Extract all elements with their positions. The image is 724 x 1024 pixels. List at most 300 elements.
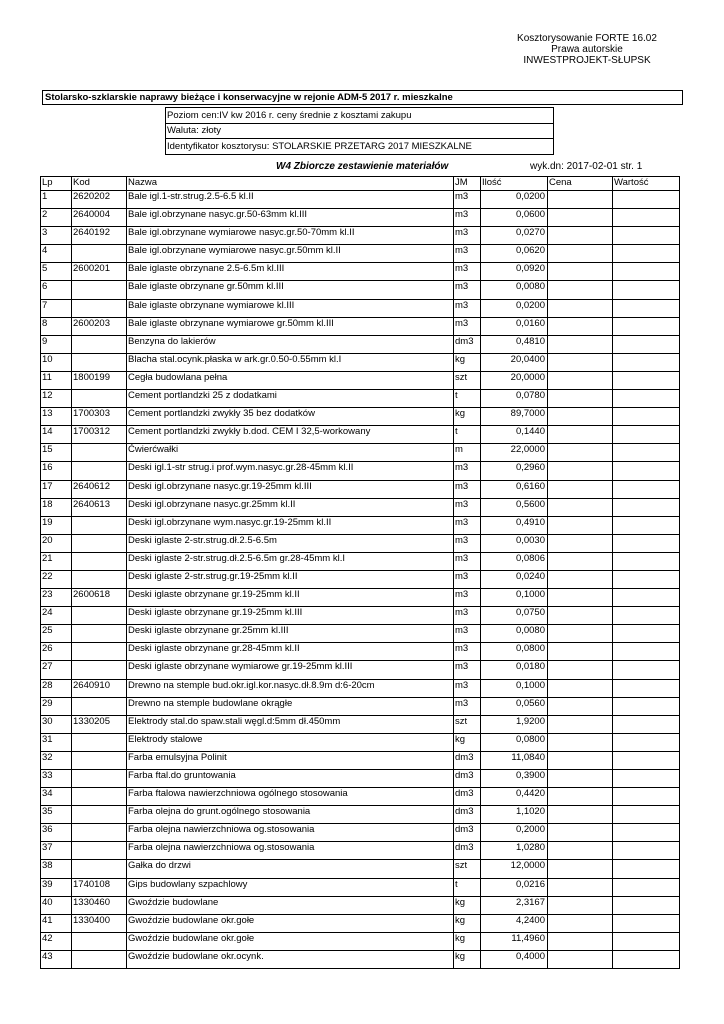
cell-wartosc (613, 552, 680, 570)
cell-ilosc: 0,0620 (481, 245, 548, 263)
table-row (41, 480, 680, 498)
cell-jm: m3 (454, 516, 481, 534)
cell-wartosc (613, 191, 680, 209)
cell-cena (548, 806, 613, 824)
cell-wartosc (613, 860, 680, 878)
cell-jm: m3 (454, 589, 481, 607)
table-row (41, 552, 680, 570)
cell-cena (548, 824, 613, 842)
table-row (41, 788, 680, 806)
page-meta: wyk.dn: 2017-02-01 str. 1 (530, 161, 643, 172)
cell-lp: 39 (41, 878, 72, 896)
cell-wartosc (613, 534, 680, 552)
cell-nazwa: Bale igl.obrzynane wymiarowe nasyc.gr.50-70mm kl.II (127, 227, 454, 245)
col-nazwa: Nazwa (127, 177, 454, 191)
cell-cena (548, 209, 613, 227)
cell-jm: m3 (454, 462, 481, 480)
cell-wartosc (613, 715, 680, 733)
cell-jm: m3 (454, 679, 481, 697)
cell-cena (548, 534, 613, 552)
cell-ilosc: 0,1440 (481, 426, 548, 444)
table-row (41, 353, 680, 371)
cell-wartosc (613, 842, 680, 860)
cell-ilosc: 0,0160 (481, 317, 548, 335)
cell-ilosc: 89,7000 (481, 408, 548, 426)
cell-ilosc: 0,0180 (481, 661, 548, 679)
table-row (41, 824, 680, 842)
cell-jm: dm3 (454, 806, 481, 824)
cell-jm: t (454, 426, 481, 444)
cell-nazwa: Deski iglaste obrzynane gr.19-25mm kl.II (127, 589, 454, 607)
cell-cena (548, 480, 613, 498)
table-row (41, 281, 680, 299)
table-row (41, 570, 680, 588)
cell-nazwa: Cement portlandzki zwykły 35 bez dodatków (127, 408, 454, 426)
cell-lp: 27 (41, 661, 72, 679)
cell-jm: szt (454, 371, 481, 389)
cell-nazwa: Gwoździe budowlane (127, 896, 454, 914)
cell-wartosc (613, 788, 680, 806)
table-row (41, 697, 680, 715)
cell-jm: t (454, 878, 481, 896)
cell-lp: 17 (41, 480, 72, 498)
cell-nazwa: Bale igl.obrzynane nasyc.gr.50-63mm kl.III (127, 209, 454, 227)
cell-kod (72, 733, 127, 751)
cell-jm: dm3 (454, 788, 481, 806)
cell-kod: 1330205 (72, 715, 127, 733)
cell-kod (72, 842, 127, 860)
col-cena: Cena (548, 177, 613, 191)
table-header-row (41, 177, 680, 191)
cell-nazwa: Gwoździe budowlane okr.gołe (127, 914, 454, 932)
cell-jm: m3 (454, 299, 481, 317)
cell-lp: 31 (41, 733, 72, 751)
cell-jm: kg (454, 408, 481, 426)
cell-ilosc: 0,1000 (481, 589, 548, 607)
cell-lp: 43 (41, 950, 72, 968)
cell-ilosc: 0,0800 (481, 643, 548, 661)
cell-jm: m3 (454, 697, 481, 715)
cell-wartosc (613, 480, 680, 498)
cell-kod (72, 390, 127, 408)
currency: Waluta: złoty (165, 123, 554, 139)
cell-kod: 2640004 (72, 209, 127, 227)
cell-jm: kg (454, 353, 481, 371)
table-row (41, 227, 680, 245)
cell-lp: 1 (41, 191, 72, 209)
cell-ilosc: 0,4910 (481, 516, 548, 534)
cell-jm: m3 (454, 570, 481, 588)
cell-kod (72, 697, 127, 715)
table-row (41, 715, 680, 733)
cell-wartosc (613, 227, 680, 245)
cell-nazwa: Deski iglaste 2-str.strug.dł.2.5-6.5m gr.28-45mm kl.I (127, 552, 454, 570)
cell-jm: m3 (454, 552, 481, 570)
cell-wartosc (613, 950, 680, 968)
cell-wartosc (613, 896, 680, 914)
cell-kod: 1700312 (72, 426, 127, 444)
cell-ilosc: 4,2400 (481, 914, 548, 932)
cell-nazwa: Drewno na stemple bud.okr.igl.kor.nasyc.dł.8.9m d:6-20cm (127, 679, 454, 697)
cell-wartosc (613, 371, 680, 389)
table-row (41, 842, 680, 860)
cell-lp: 15 (41, 444, 72, 462)
cell-cena (548, 643, 613, 661)
cell-kod: 2600618 (72, 589, 127, 607)
table-row (41, 498, 680, 516)
cell-cena (548, 408, 613, 426)
table-row (41, 335, 680, 353)
cell-wartosc (613, 335, 680, 353)
table-row (41, 625, 680, 643)
cell-cena (548, 353, 613, 371)
cell-ilosc: 0,0600 (481, 209, 548, 227)
cell-kod (72, 534, 127, 552)
cell-nazwa: Deski iglaste obrzynane wymiarowe gr.19-25mm kl.III (127, 661, 454, 679)
cell-kod (72, 570, 127, 588)
table-row (41, 408, 680, 426)
cell-ilosc: 0,2960 (481, 462, 548, 480)
cell-jm: m3 (454, 661, 481, 679)
cell-ilosc: 2,3167 (481, 896, 548, 914)
software-credit (502, 33, 672, 66)
cell-wartosc (613, 770, 680, 788)
cell-nazwa: Elektrody stal.do spaw.stali węgl.d:5mm dł.450mm (127, 715, 454, 733)
cell-wartosc (613, 697, 680, 715)
cell-jm: m3 (454, 625, 481, 643)
cell-cena (548, 516, 613, 534)
cell-cena (548, 335, 613, 353)
cell-ilosc: 1,1020 (481, 806, 548, 824)
cell-lp: 8 (41, 317, 72, 335)
cell-cena (548, 932, 613, 950)
cell-cena (548, 191, 613, 209)
cell-nazwa: Farba olejna nawierzchniowa og.stosowania (127, 842, 454, 860)
cell-nazwa: Farba olejna do grunt.ogólnego stosowania (127, 806, 454, 824)
cell-nazwa: Farba ftal.do gruntowania (127, 770, 454, 788)
cell-nazwa: Gips budowlany szpachlowy (127, 878, 454, 896)
cell-wartosc (613, 625, 680, 643)
cell-kod: 1330460 (72, 896, 127, 914)
cell-jm: m3 (454, 209, 481, 227)
cell-lp: 5 (41, 263, 72, 281)
cell-jm: dm3 (454, 770, 481, 788)
cell-ilosc: 0,3900 (481, 770, 548, 788)
cell-cena (548, 281, 613, 299)
cell-nazwa: Deski iglaste 2-str.strug.gr.19-25mm kl.II (127, 570, 454, 588)
cell-ilosc: 0,0806 (481, 552, 548, 570)
cell-kod: 2640613 (72, 498, 127, 516)
cell-lp: 33 (41, 770, 72, 788)
cell-ilosc: 0,0030 (481, 534, 548, 552)
cell-wartosc (613, 751, 680, 769)
cell-lp: 12 (41, 390, 72, 408)
cell-lp: 22 (41, 570, 72, 588)
cell-kod (72, 462, 127, 480)
cell-kod: 2620202 (72, 191, 127, 209)
cell-jm: m3 (454, 245, 481, 263)
cell-jm: kg (454, 932, 481, 950)
cell-wartosc (613, 498, 680, 516)
cell-lp: 3 (41, 227, 72, 245)
table-row (41, 661, 680, 679)
cell-jm: dm3 (454, 842, 481, 860)
cell-kod (72, 353, 127, 371)
copyright-label: Prawa autorskie (551, 44, 623, 55)
cell-jm: m3 (454, 191, 481, 209)
cell-jm: dm3 (454, 335, 481, 353)
cell-kod (72, 950, 127, 968)
table-row (41, 607, 680, 625)
col-kod: Kod (72, 177, 127, 191)
table-row (41, 426, 680, 444)
cell-lp: 28 (41, 679, 72, 697)
cell-cena (548, 570, 613, 588)
cell-kod (72, 661, 127, 679)
table-row (41, 896, 680, 914)
cell-jm: m3 (454, 281, 481, 299)
cell-kod: 1700303 (72, 408, 127, 426)
cell-wartosc (613, 462, 680, 480)
cell-cena (548, 371, 613, 389)
table-row (41, 263, 680, 281)
cell-cena (548, 589, 613, 607)
cell-cena (548, 390, 613, 408)
cell-nazwa: Bale igl.1-str.strug.2.5-6.5 kl.II (127, 191, 454, 209)
cell-ilosc: 11,4960 (481, 932, 548, 950)
cell-kod (72, 245, 127, 263)
cell-jm: szt (454, 860, 481, 878)
cell-cena (548, 788, 613, 806)
cell-jm: m (454, 444, 481, 462)
cell-lp: 7 (41, 299, 72, 317)
cell-ilosc: 1,0280 (481, 842, 548, 860)
cell-wartosc (613, 607, 680, 625)
cell-wartosc (613, 408, 680, 426)
table-row (41, 914, 680, 932)
cell-wartosc (613, 570, 680, 588)
table-row (41, 806, 680, 824)
cell-lp: 37 (41, 842, 72, 860)
cell-kod (72, 607, 127, 625)
cell-wartosc (613, 299, 680, 317)
cell-nazwa: Cegła budowlana pełna (127, 371, 454, 389)
cell-kod (72, 335, 127, 353)
cell-lp: 35 (41, 806, 72, 824)
table-row (41, 733, 680, 751)
cell-nazwa: Gałka do drzwi (127, 860, 454, 878)
cell-cena (548, 751, 613, 769)
cell-ilosc: 1,9200 (481, 715, 548, 733)
cell-cena (548, 426, 613, 444)
cell-cena (548, 444, 613, 462)
cell-wartosc (613, 806, 680, 824)
materials-table (40, 176, 680, 969)
cell-cena (548, 661, 613, 679)
cell-nazwa: Deski igl.obrzynane nasyc.gr.25mm kl.II (127, 498, 454, 516)
cell-kod: 2640910 (72, 679, 127, 697)
cell-jm: m3 (454, 643, 481, 661)
cell-nazwa: Bale iglaste obrzynane 2.5-6.5m kl.III (127, 263, 454, 281)
cell-kod: 2600201 (72, 263, 127, 281)
cell-wartosc (613, 878, 680, 896)
cell-wartosc (613, 643, 680, 661)
table-row (41, 679, 680, 697)
cell-jm: szt (454, 715, 481, 733)
cell-lp: 2 (41, 209, 72, 227)
cell-lp: 23 (41, 589, 72, 607)
cell-ilosc: 0,0270 (481, 227, 548, 245)
cell-wartosc (613, 516, 680, 534)
cell-kod (72, 299, 127, 317)
table-row (41, 444, 680, 462)
cell-nazwa: Deski igl.obrzynane nasyc.gr.19-25mm kl.III (127, 480, 454, 498)
cell-lp: 20 (41, 534, 72, 552)
cell-lp: 11 (41, 371, 72, 389)
cell-kod: 2640192 (72, 227, 127, 245)
cell-lp: 38 (41, 860, 72, 878)
cell-kod (72, 824, 127, 842)
cell-jm: m3 (454, 480, 481, 498)
cell-jm: dm3 (454, 824, 481, 842)
cell-lp: 18 (41, 498, 72, 516)
cell-jm: m3 (454, 263, 481, 281)
cell-ilosc: 0,0200 (481, 299, 548, 317)
table-row (41, 390, 680, 408)
table-row (41, 371, 680, 389)
cell-kod (72, 770, 127, 788)
cell-nazwa: Deski iglaste obrzynane gr.25mm kl.III (127, 625, 454, 643)
section-title: W4 Zbiorcze zestawienie materiałów (276, 161, 449, 172)
cell-lp: 9 (41, 335, 72, 353)
cell-wartosc (613, 824, 680, 842)
software-name: Kosztorysowanie FORTE 16.02 (517, 33, 657, 44)
cell-ilosc: 22,0000 (481, 444, 548, 462)
cell-cena (548, 317, 613, 335)
cell-nazwa: Cement portlandzki zwykły b.dod. CEM I 32,5-workowany (127, 426, 454, 444)
cell-lp: 14 (41, 426, 72, 444)
cell-lp: 4 (41, 245, 72, 263)
cell-lp: 40 (41, 896, 72, 914)
cell-ilosc: 0,0240 (481, 570, 548, 588)
cell-nazwa: Ćwierćwałki (127, 444, 454, 462)
cell-ilosc: 0,6160 (481, 480, 548, 498)
table-row (41, 516, 680, 534)
cell-ilosc: 0,0560 (481, 697, 548, 715)
cell-ilosc: 0,2000 (481, 824, 548, 842)
cell-nazwa: Cement portlandzki 25 z dodatkami (127, 390, 454, 408)
cell-lp: 42 (41, 932, 72, 950)
cell-ilosc: 12,0000 (481, 860, 548, 878)
cell-cena (548, 770, 613, 788)
table-row (41, 209, 680, 227)
cell-kod: 1740108 (72, 878, 127, 896)
cell-ilosc: 0,4420 (481, 788, 548, 806)
cell-nazwa: Bale iglaste obrzynane gr.50mm kl.III (127, 281, 454, 299)
cell-jm: m3 (454, 607, 481, 625)
cell-lp: 32 (41, 751, 72, 769)
cell-cena (548, 607, 613, 625)
col-ilosc: Ilość (481, 177, 548, 191)
cell-lp: 26 (41, 643, 72, 661)
cell-kod (72, 788, 127, 806)
cell-wartosc (613, 317, 680, 335)
cell-cena (548, 263, 613, 281)
cell-cena (548, 498, 613, 516)
col-jm: JM (454, 177, 481, 191)
cell-kod (72, 444, 127, 462)
cell-lp: 19 (41, 516, 72, 534)
cell-kod (72, 516, 127, 534)
cell-lp: 13 (41, 408, 72, 426)
cell-lp: 21 (41, 552, 72, 570)
cell-ilosc: 0,0780 (481, 390, 548, 408)
cell-ilosc: 0,0080 (481, 625, 548, 643)
cell-jm: m3 (454, 227, 481, 245)
cell-kod (72, 643, 127, 661)
cell-jm: t (454, 390, 481, 408)
cell-cena (548, 715, 613, 733)
cell-nazwa: Bale iglaste obrzynane wymiarowe kl.III (127, 299, 454, 317)
cell-nazwa: Farba olejna nawierzchniowa og.stosowania (127, 824, 454, 842)
cell-nazwa: Farba ftalowa nawierzchniowa ogólnego stosowania (127, 788, 454, 806)
cell-cena (548, 842, 613, 860)
col-wartosc: Wartość (613, 177, 680, 191)
cell-nazwa: Gwoździe budowlane okr.ocynk. (127, 950, 454, 968)
cell-wartosc (613, 589, 680, 607)
cell-ilosc: 0,4810 (481, 335, 548, 353)
cell-cena (548, 552, 613, 570)
cell-wartosc (613, 914, 680, 932)
cell-cena (548, 227, 613, 245)
cell-jm: kg (454, 950, 481, 968)
table-row (41, 317, 680, 335)
cell-cena (548, 914, 613, 932)
cell-nazwa: Blacha stal.ocynk.płaska w ark.gr.0.50-0.55mm kl.I (127, 353, 454, 371)
cell-ilosc: 20,0000 (481, 371, 548, 389)
cell-kod: 1330400 (72, 914, 127, 932)
document-title: Stolarsko-szklarskie naprawy bieżące i konserwacyjne w rejonie ADM-5 2017 r. mieszkalne (42, 90, 683, 105)
table-row (41, 860, 680, 878)
cell-wartosc (613, 444, 680, 462)
cell-nazwa: Farba emulsyjna Polinit (127, 751, 454, 769)
cell-nazwa: Deski iglaste obrzynane gr.28-45mm kl.II (127, 643, 454, 661)
cell-kod: 1800199 (72, 371, 127, 389)
cell-nazwa: Elektrody stalowe (127, 733, 454, 751)
cell-ilosc: 0,0200 (481, 191, 548, 209)
cell-lp: 41 (41, 914, 72, 932)
cell-kod (72, 281, 127, 299)
cell-nazwa: Bale iglaste obrzynane wymiarowe gr.50mm kl.III (127, 317, 454, 335)
table-row (41, 950, 680, 968)
cell-wartosc (613, 390, 680, 408)
cell-ilosc: 0,4000 (481, 950, 548, 968)
cell-lp: 30 (41, 715, 72, 733)
cell-kod: 2640612 (72, 480, 127, 498)
table-row (41, 245, 680, 263)
cell-jm: dm3 (454, 751, 481, 769)
cell-lp: 36 (41, 824, 72, 842)
price-level: Poziom cen:IV kw 2016 r. ceny średnie z kosztami zakupu (165, 107, 554, 124)
cell-cena (548, 679, 613, 697)
cell-kod (72, 552, 127, 570)
cell-ilosc: 0,5600 (481, 498, 548, 516)
cell-jm: m3 (454, 317, 481, 335)
cell-wartosc (613, 209, 680, 227)
cell-cena (548, 625, 613, 643)
cell-lp: 34 (41, 788, 72, 806)
table-row (41, 770, 680, 788)
